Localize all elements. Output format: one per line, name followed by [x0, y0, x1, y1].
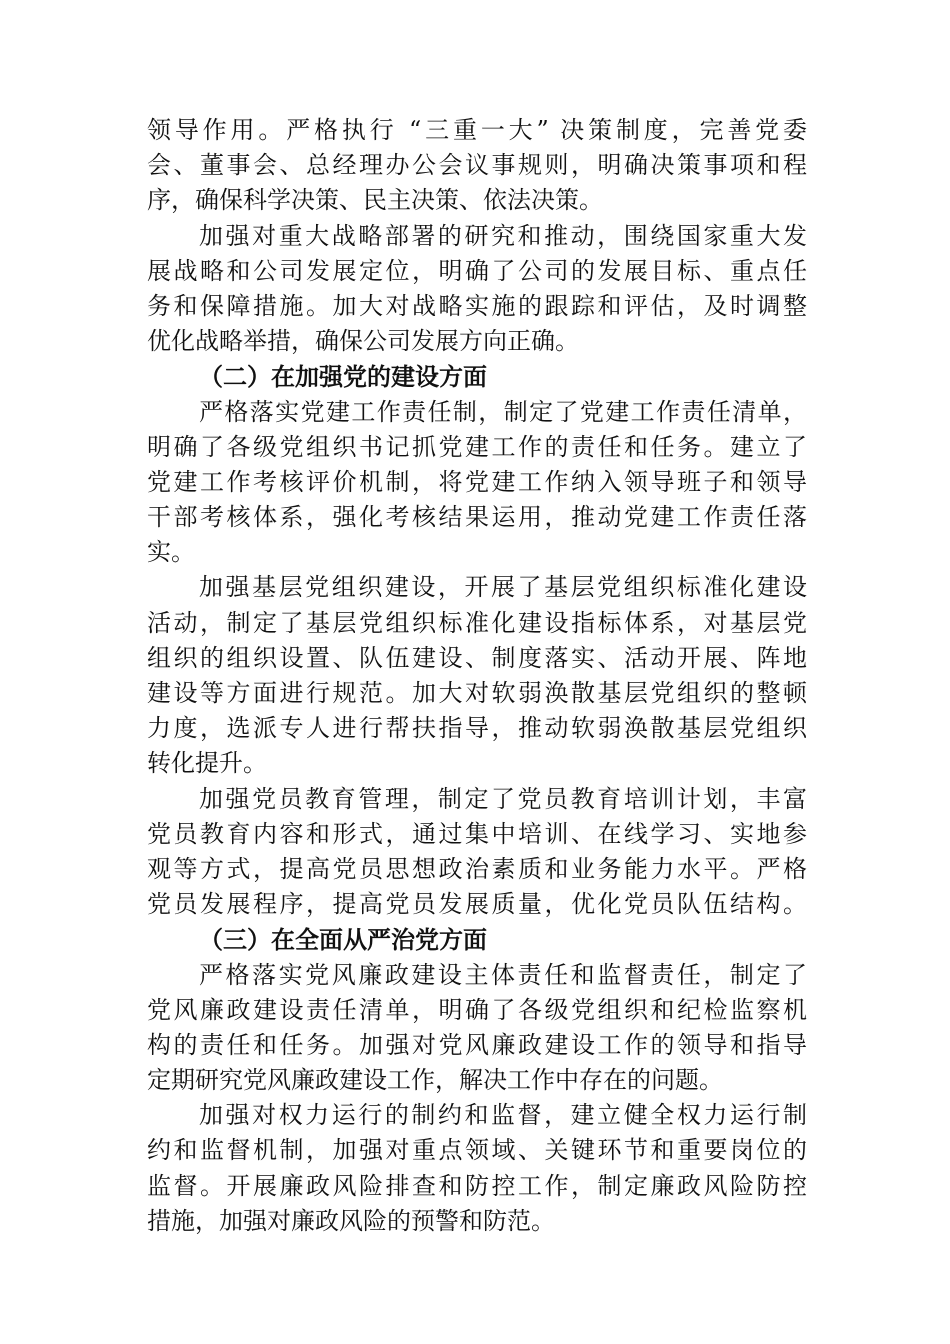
text-line: 转化提升。: [147, 749, 267, 778]
text-line: 组织的组织设置、队伍建设、制度落实、活动开展、阵地: [147, 643, 807, 672]
section-heading: （三）在全面从严治党方面: [199, 925, 487, 955]
text-line: 约和监督机制，加强对重点领域、关键环节和重要岗位的: [147, 1136, 807, 1165]
text-line: 优化战略举措，确保公司发展方向正确。: [147, 327, 579, 356]
text-line: 干部考核体系，强化考核结果运用，推动党建工作责任落: [147, 503, 807, 532]
text-line: 党风廉政建设责任清单，明确了各级党组织和纪检监察机: [147, 995, 807, 1024]
text-line: 党建工作考核评价机制，将党建工作纳入领导班子和领导: [147, 467, 807, 496]
text-line: 定期研究党风廉政建设工作，解决工作中存在的问题。: [147, 1066, 723, 1095]
text-line: 明确了各级党组织书记抓党建工作的责任和任务。建立了: [147, 432, 807, 461]
paragraph-first-line: 加强对权力运行的制约和监督，建立健全权力运行制: [199, 1101, 807, 1130]
text-line: 党员教育内容和形式，通过集中培训、在线学习、实地参: [147, 819, 807, 848]
paragraph-first-line: 严格落实党风廉政建设主体责任和监督责任，制定了: [199, 960, 807, 989]
document-body: [147, 113, 807, 1239]
text-line: 监督。开展廉政风险排查和防控工作，制定廉政风险防控: [147, 1171, 807, 1200]
text-line: 观等方式，提高党员思想政治素质和业务能力水平。严格: [147, 854, 807, 883]
text-line: 领导作用。严格执行 “三重一大” 决策制度，完善党委: [147, 116, 807, 144]
paragraph-first-line: 加强党员教育管理，制定了党员教育培训计划，丰富: [199, 784, 807, 813]
section-heading: （二）在加强党的建设方面: [199, 362, 487, 392]
text-line: 实。: [147, 538, 195, 567]
paragraph-first-line: 加强对重大战略部署的研究和推动，围绕国家重大发: [199, 221, 807, 250]
text-line: 活动，制定了基层党组织标准化建设指标体系，对基层党: [147, 608, 807, 637]
paragraph-first-line: 严格落实党建工作责任制，制定了党建工作责任清单，: [199, 397, 807, 426]
text-line: 构的责任和任务。加强对党风廉政建设工作的领导和指导: [147, 1030, 807, 1059]
text-line: 建设等方面进行规范。加大对软弱涣散基层党组织的整顿: [147, 679, 807, 707]
text-line: 力度，选派专人进行帮扶指导，推动软弱涣散基层党组织: [147, 714, 807, 743]
text-line: 序，确保科学决策、民主决策、依法决策。: [147, 186, 603, 215]
text-line: 措施，加强对廉政风险的预警和防范。: [147, 1206, 555, 1235]
paragraph-first-line: 加强基层党组织建设，开展了基层党组织标准化建设: [199, 573, 807, 602]
text-line: 会、董事会、总经理办公会议事规则，明确决策事项和程: [147, 151, 807, 180]
text-line: 务和保障措施。加大对战略实施的跟踪和评估，及时调整: [147, 291, 807, 320]
text-line: 展战略和公司发展定位，明确了公司的发展目标、重点任: [147, 256, 807, 285]
text-line: 党员发展程序，提高党员发展质量，优化党员队伍结构。: [147, 890, 807, 919]
